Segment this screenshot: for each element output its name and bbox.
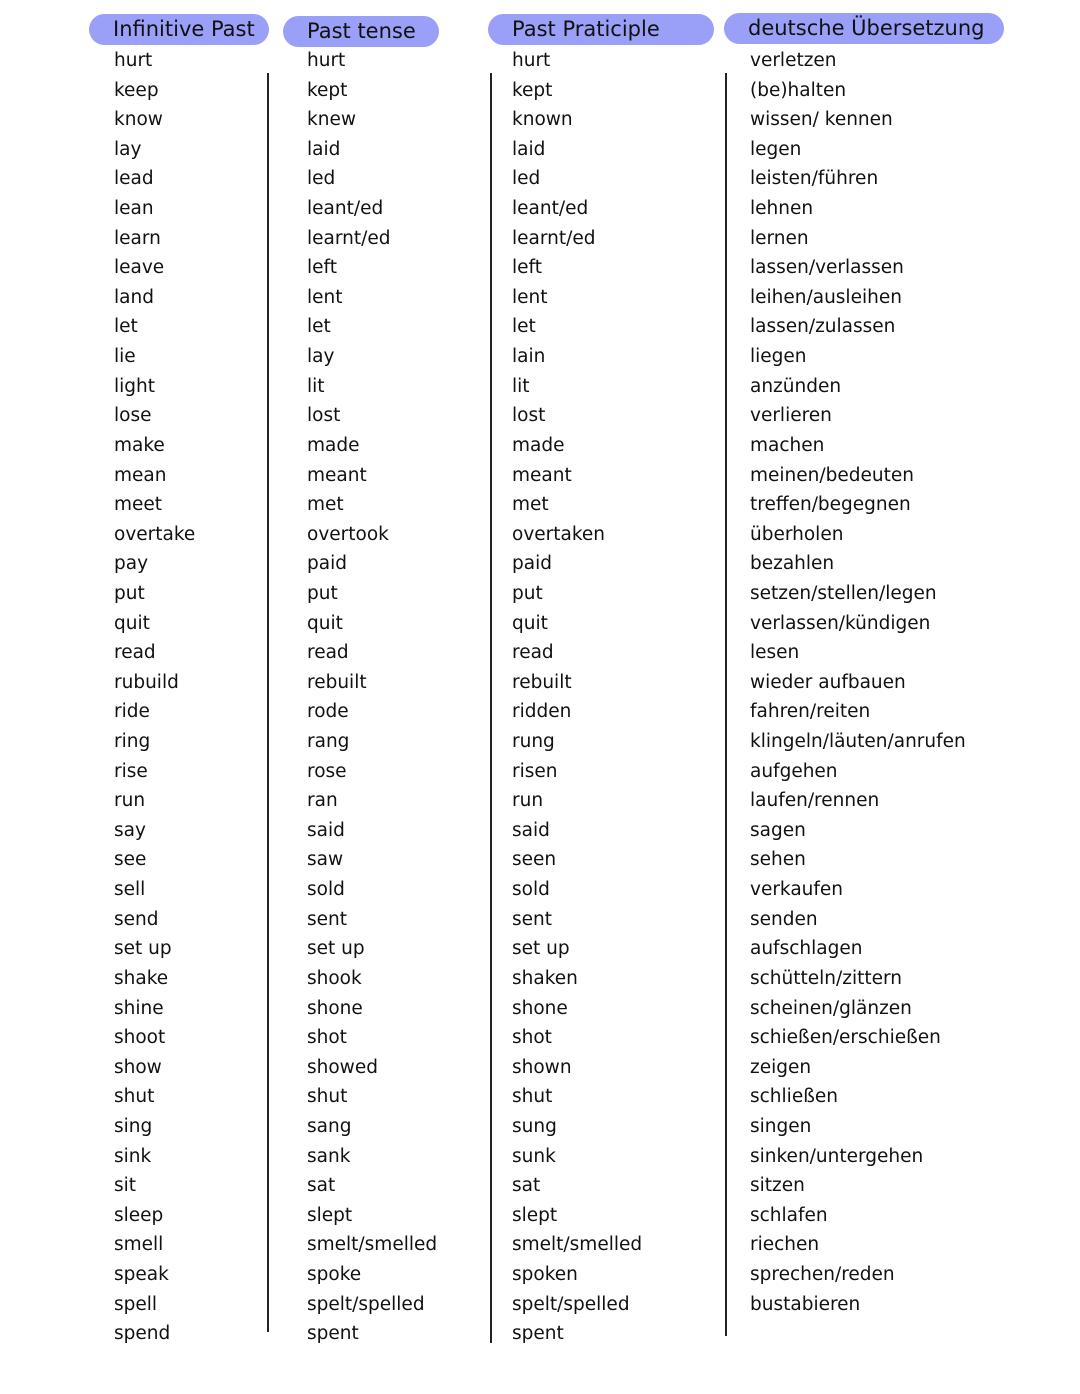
- column-infinitive: [114, 46, 195, 1349]
- word-cell: verlieren: [750, 405, 832, 427]
- word-cell: sat: [307, 1175, 336, 1197]
- word-cell: schütteln/zittern: [750, 967, 902, 989]
- word-cell: read: [512, 642, 554, 664]
- word-cell: lie: [114, 346, 136, 368]
- word-cell: spent: [307, 1323, 359, 1345]
- word-cell: singen: [750, 1115, 812, 1137]
- word-cell: put: [512, 582, 543, 604]
- word-cell: sent: [307, 908, 347, 930]
- word-cell: shook: [307, 967, 362, 989]
- word-cell: set up: [114, 938, 172, 960]
- word-cell: sit: [114, 1175, 137, 1197]
- word-cell: scheinen/glänzen: [750, 997, 912, 1019]
- word-cell: kept: [307, 79, 348, 101]
- word-cell: meet: [114, 494, 163, 516]
- word-cell: bustabieren: [750, 1293, 861, 1315]
- word-cell: meinen/bedeuten: [750, 464, 914, 486]
- word-cell: lesen: [750, 642, 800, 664]
- word-cell: lay: [114, 138, 142, 160]
- word-cell: aufschlagen: [750, 938, 863, 960]
- header-infinitive: Infinitive Past: [89, 14, 269, 45]
- word-cell: lent: [512, 286, 548, 308]
- word-cell: leisten/führen: [750, 168, 879, 190]
- word-cell: schießen/erschießen: [750, 1027, 941, 1049]
- word-cell: slept: [307, 1204, 353, 1226]
- word-cell: liegen: [750, 346, 807, 368]
- word-cell: rose: [307, 760, 347, 782]
- word-cell: make: [114, 434, 165, 456]
- word-cell: lost: [512, 405, 546, 427]
- word-cell: senden: [750, 908, 818, 930]
- word-cell: sat: [512, 1175, 541, 1197]
- word-cell: shaken: [512, 967, 578, 989]
- header-past-participle: Past Praticiple: [488, 14, 714, 45]
- word-cell: rubuild: [114, 671, 179, 693]
- word-cell: keep: [114, 79, 159, 101]
- word-cell: sent: [512, 908, 552, 930]
- word-cell: led: [307, 168, 336, 190]
- word-cell: rise: [114, 760, 148, 782]
- word-cell: verletzen: [750, 50, 837, 71]
- word-cell: spelt/spelled: [307, 1293, 425, 1315]
- word-cell: rang: [307, 731, 350, 753]
- word-cell: laid: [512, 138, 546, 160]
- word-cell: rebuilt: [512, 671, 572, 693]
- word-cell: learnt/ed: [307, 227, 391, 249]
- word-cell: smelt/smelled: [307, 1234, 438, 1256]
- word-cell: shown: [512, 1056, 572, 1078]
- word-cell: ride: [114, 701, 150, 723]
- word-cell: schlafen: [750, 1204, 828, 1226]
- word-cell: sunk: [512, 1145, 556, 1167]
- word-cell: pay: [114, 553, 149, 575]
- word-cell: said: [512, 819, 550, 841]
- word-cell: quit: [307, 612, 343, 634]
- word-cell: zeigen: [750, 1056, 812, 1078]
- word-cell: laufen/rennen: [750, 790, 880, 812]
- word-cell: lose: [114, 405, 152, 427]
- word-cell: lehnen: [750, 198, 814, 220]
- word-cell: seen: [512, 849, 557, 871]
- word-cell: sank: [307, 1145, 351, 1167]
- divider-2: [490, 73, 492, 1343]
- word-cell: laid: [307, 138, 341, 160]
- word-cell: lent: [307, 286, 343, 308]
- word-cell: smell: [114, 1234, 164, 1256]
- word-cell: showed: [307, 1056, 378, 1078]
- word-cell: run: [512, 790, 544, 812]
- word-cell: met: [307, 494, 344, 516]
- word-cell: slept: [512, 1204, 558, 1226]
- word-cell: set up: [307, 938, 365, 960]
- word-cell: ridden: [512, 701, 572, 723]
- word-cell: light: [114, 375, 156, 397]
- word-cell: known: [512, 109, 573, 131]
- divider-3: [725, 73, 727, 1336]
- word-cell: learn: [114, 227, 161, 249]
- word-cell: shut: [512, 1086, 553, 1108]
- word-cell: say: [114, 819, 146, 841]
- word-cell: sink: [114, 1145, 152, 1167]
- word-cell: learnt/ed: [512, 227, 596, 249]
- word-cell: machen: [750, 434, 825, 456]
- word-cell: riechen: [750, 1234, 820, 1256]
- word-cell: kept: [512, 79, 553, 101]
- word-cell: leave: [114, 257, 165, 279]
- word-cell: read: [114, 642, 156, 664]
- word-cell: leant/ed: [307, 198, 384, 220]
- word-cell: put: [307, 582, 338, 604]
- word-cell: send: [114, 908, 159, 930]
- word-cell: spell: [114, 1293, 158, 1315]
- word-cell: sang: [307, 1115, 352, 1137]
- word-cell: hurt: [307, 50, 346, 71]
- word-cell: treffen/begegnen: [750, 494, 911, 516]
- word-cell: see: [114, 849, 147, 871]
- word-cell: spelt/spelled: [512, 1293, 630, 1315]
- word-cell: lit: [512, 375, 530, 397]
- word-cell: (be)halten: [750, 79, 847, 101]
- word-cell: know: [114, 109, 163, 131]
- word-cell: shot: [512, 1027, 552, 1049]
- word-cell: lain: [512, 346, 546, 368]
- word-cell: sprechen/reden: [750, 1263, 895, 1285]
- word-cell: wissen/ kennen: [750, 109, 893, 131]
- word-cell: shone: [307, 997, 363, 1019]
- word-cell: sinken/untergehen: [750, 1145, 924, 1167]
- word-cell: rode: [307, 701, 349, 723]
- word-cell: lernen: [750, 227, 809, 249]
- word-cell: anzünden: [750, 375, 842, 397]
- word-cell: put: [114, 582, 145, 604]
- word-cell: sing: [114, 1115, 153, 1137]
- word-cell: spoke: [307, 1263, 362, 1285]
- word-cell: let: [114, 316, 138, 338]
- word-cell: spend: [114, 1323, 171, 1345]
- word-cell: let: [307, 316, 331, 338]
- word-cell: paid: [512, 553, 552, 575]
- word-cell: sehen: [750, 849, 806, 871]
- word-cell: shone: [512, 997, 568, 1019]
- word-cell: shake: [114, 967, 169, 989]
- word-cell: wieder aufbauen: [750, 671, 906, 693]
- word-cell: shot: [307, 1027, 347, 1049]
- word-cell: let: [512, 316, 536, 338]
- word-cell: lost: [307, 405, 341, 427]
- divider-1: [267, 73, 269, 1332]
- word-cell: shut: [114, 1086, 155, 1108]
- word-cell: said: [307, 819, 345, 841]
- word-cell: shoot: [114, 1027, 166, 1049]
- word-cell: aufgehen: [750, 760, 838, 782]
- column-past-tense: [307, 46, 437, 1349]
- word-cell: legen: [750, 138, 802, 160]
- word-cell: verkaufen: [750, 879, 844, 901]
- word-cell: shut: [307, 1086, 348, 1108]
- word-cell: lean: [114, 198, 154, 220]
- word-cell: überholen: [750, 523, 844, 545]
- word-cell: sagen: [750, 819, 806, 841]
- word-cell: knew: [307, 109, 356, 131]
- word-cell: rung: [512, 731, 555, 753]
- word-cell: risen: [512, 760, 558, 782]
- word-cell: run: [114, 790, 146, 812]
- word-cell: smelt/smelled: [512, 1234, 643, 1256]
- word-cell: hurt: [114, 50, 153, 71]
- column-past-participle: [512, 46, 642, 1349]
- word-cell: meant: [307, 464, 367, 486]
- word-cell: speak: [114, 1263, 169, 1285]
- word-cell: overtook: [307, 523, 389, 545]
- word-cell: led: [512, 168, 541, 190]
- word-cell: schließen: [750, 1086, 838, 1108]
- word-cell: lassen/verlassen: [750, 257, 904, 279]
- header-german-translation: deutsche Übersetzung: [724, 13, 1004, 44]
- word-cell: leant/ed: [512, 198, 589, 220]
- word-cell: quit: [512, 612, 548, 634]
- word-cell: sold: [512, 879, 550, 901]
- word-cell: saw: [307, 849, 344, 871]
- word-cell: left: [307, 257, 337, 279]
- word-cell: sitzen: [750, 1175, 805, 1197]
- word-cell: leihen/ausleihen: [750, 286, 902, 308]
- word-cell: left: [512, 257, 542, 279]
- word-cell: hurt: [512, 50, 551, 71]
- word-cell: lit: [307, 375, 325, 397]
- word-cell: meant: [512, 464, 572, 486]
- word-cell: sleep: [114, 1204, 164, 1226]
- word-cell: fahren/reiten: [750, 701, 871, 723]
- word-cell: sung: [512, 1115, 557, 1137]
- header-past-tense: Past tense: [283, 16, 439, 47]
- word-cell: lassen/zulassen: [750, 316, 896, 338]
- word-cell: sell: [114, 879, 146, 901]
- word-cell: shine: [114, 997, 164, 1019]
- word-cell: made: [307, 434, 360, 456]
- word-cell: sold: [307, 879, 345, 901]
- word-cell: met: [512, 494, 549, 516]
- word-cell: land: [114, 286, 154, 308]
- word-cell: spent: [512, 1323, 564, 1345]
- column-german-translation: [750, 46, 966, 1319]
- word-cell: klingeln/läuten/anrufen: [750, 731, 966, 753]
- word-cell: quit: [114, 612, 150, 634]
- word-cell: lead: [114, 168, 154, 190]
- word-cell: ring: [114, 731, 151, 753]
- word-cell: set up: [512, 938, 570, 960]
- word-cell: verlassen/kündigen: [750, 612, 931, 634]
- word-cell: read: [307, 642, 349, 664]
- word-cell: ran: [307, 790, 338, 812]
- word-cell: rebuilt: [307, 671, 367, 693]
- word-cell: setzen/stellen/legen: [750, 582, 937, 604]
- word-cell: bezahlen: [750, 553, 835, 575]
- word-cell: show: [114, 1056, 162, 1078]
- word-cell: made: [512, 434, 565, 456]
- word-cell: paid: [307, 553, 347, 575]
- word-cell: mean: [114, 464, 167, 486]
- word-cell: spoken: [512, 1263, 578, 1285]
- word-cell: overtake: [114, 523, 196, 545]
- word-cell: overtaken: [512, 523, 606, 545]
- word-cell: lay: [307, 346, 335, 368]
